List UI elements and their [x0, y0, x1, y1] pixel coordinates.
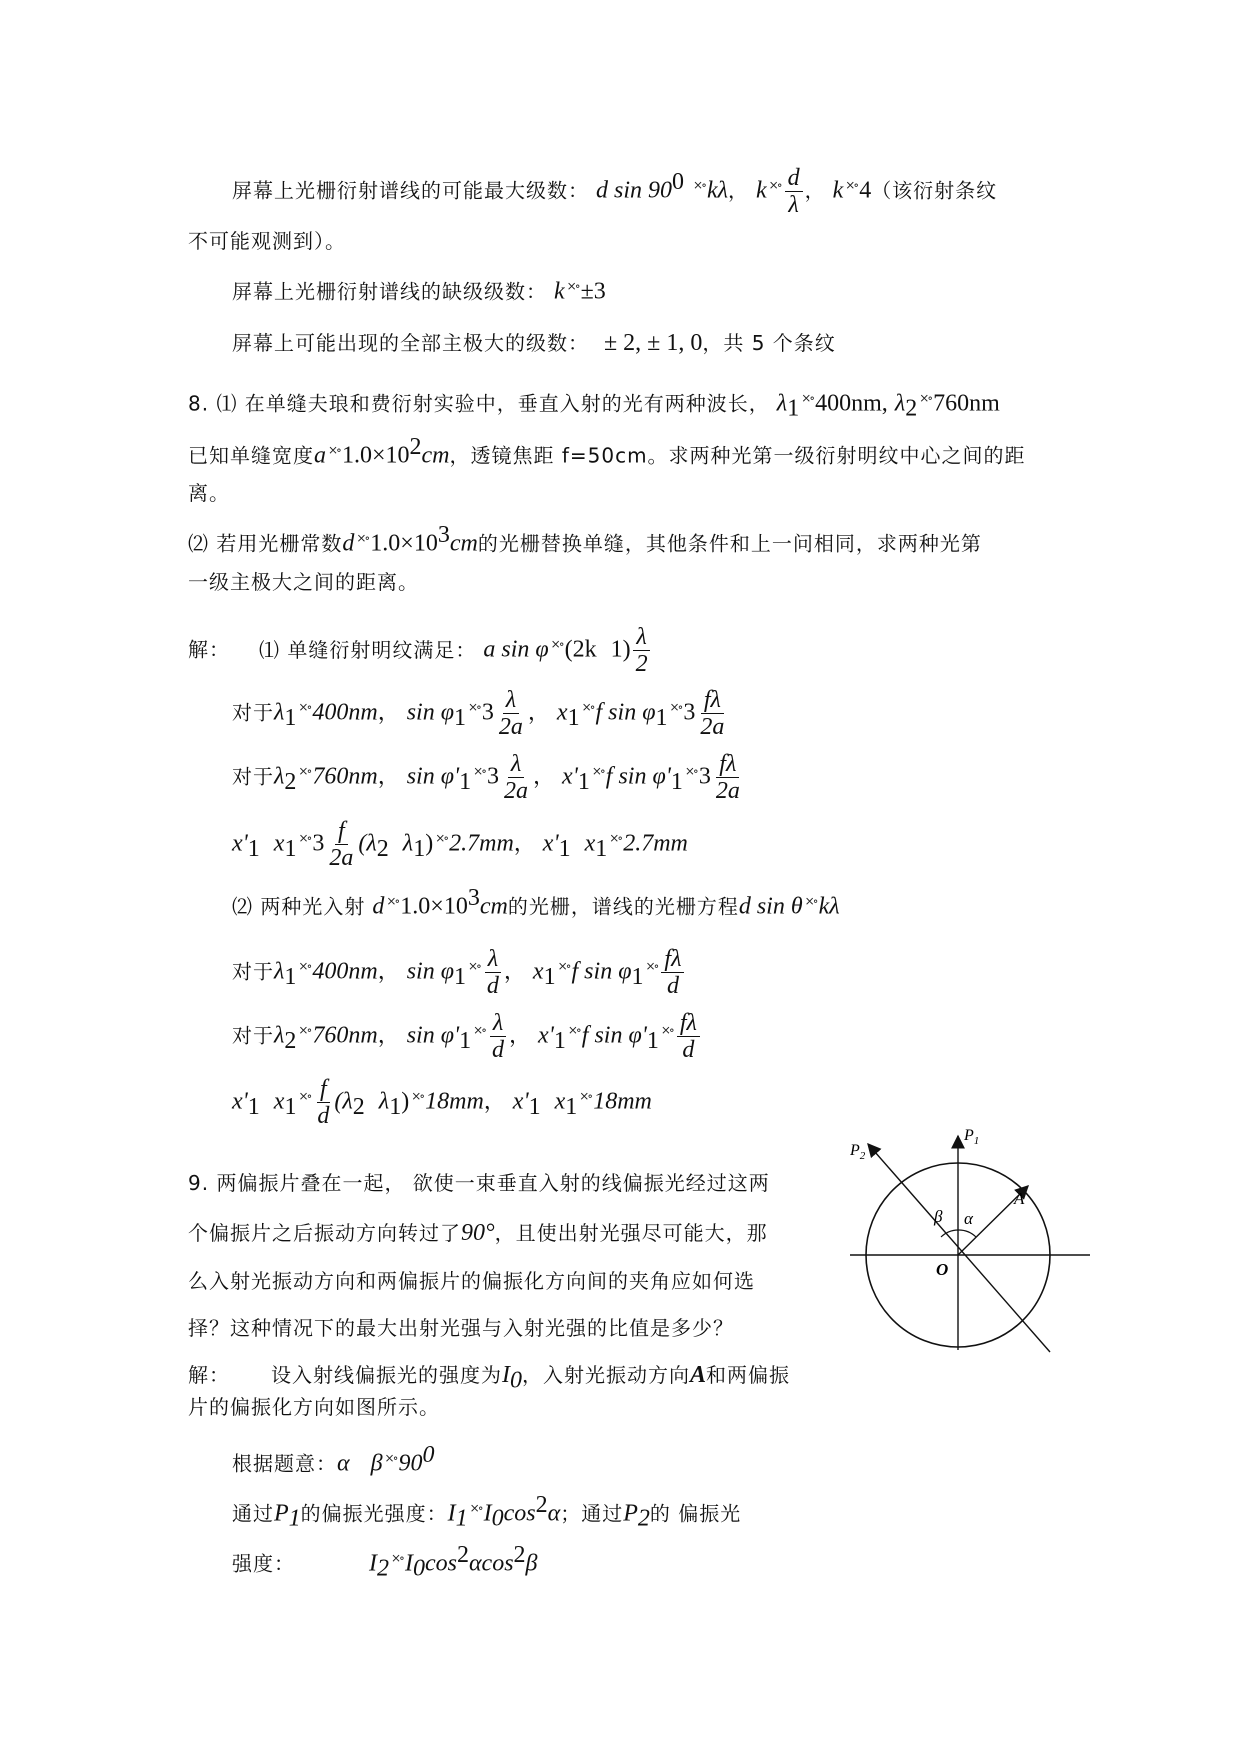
garbled-glyph: ×∘ [645, 959, 658, 974]
all-orders-text: 屏幕上可能出现的全部主极大的级数： [232, 331, 589, 355]
frac [489, 1010, 507, 1063]
q8-line5: 一级主极大之间的距离。 [188, 570, 419, 594]
sub: 1 [284, 835, 297, 862]
sub: 1 [787, 395, 800, 422]
garbled-glyph: ×∘ [557, 959, 570, 974]
garbled-glyph: ×∘ [566, 279, 579, 293]
x1: x [532, 958, 544, 985]
sub: 1 [459, 768, 472, 795]
d-val: 1.0×10 [400, 893, 468, 920]
missing-order-text: 屏幕上光栅衍射谱线的缺级级数： [232, 279, 547, 304]
frac-den: 2a [504, 778, 529, 804]
frac-den: d [492, 1037, 505, 1063]
label-alpha: α [964, 1209, 973, 1228]
lambda2-paren: (λ [334, 1088, 353, 1115]
sep: ， [728, 178, 749, 203]
q8-text2b: ，透镜焦距 f=50cm。求两种光第一级衍射明纹中心之间的距 [449, 443, 1026, 468]
garbled-glyph: ×∘ [467, 700, 480, 715]
I0: I [502, 1362, 510, 1388]
garbled-glyph: ×∘ [579, 1089, 592, 1104]
garbled-glyph: ×∘ [684, 764, 697, 779]
paren: ) [401, 1088, 410, 1115]
sol8-row3: $x'_1$ $x_1$ ×∘3 $\frac{f}{2a}$ ($\lambda_2$ $\lambda_1$) ×∘2.7mm， $x'_1$ $x_1$ ×∘2.7mm [232, 818, 688, 871]
solution-label: 解： [188, 637, 230, 662]
result: 2.7mm [449, 830, 514, 857]
sub: 1 [453, 963, 466, 990]
garbled-glyph: ×∘ [919, 391, 932, 405]
sup: 2 [456, 1542, 469, 1568]
q8-text2: 已知单缝宽度 [188, 443, 314, 468]
val: 400nm [312, 699, 378, 726]
sub: 2 [376, 835, 389, 862]
orders-tail: ，共 5 个条纹 [702, 331, 836, 355]
garbled-glyph: ×∘ [768, 178, 781, 193]
for-label: 对于 [232, 764, 274, 789]
sup: 2 [535, 1492, 548, 1518]
q9-s5a: 强度： [232, 1551, 295, 1576]
slit-a: a [314, 442, 326, 469]
three: 3 [481, 699, 494, 726]
for-label: 对于 [232, 700, 274, 725]
grating-d-exp: 3 [437, 522, 450, 548]
q9-text2a: 个偏振片之后振动方向转过了 [188, 1221, 461, 1245]
all-orders-line [232, 328, 836, 359]
d-exp: 3 [467, 885, 480, 911]
sub: 1 [595, 835, 608, 862]
alpha: α [468, 1550, 482, 1577]
cos: cos [481, 1550, 514, 1577]
frac-den: d [317, 1103, 330, 1129]
eq-k: k [756, 177, 767, 204]
garbled-glyph: ×∘ [298, 831, 311, 846]
I1: I [447, 1500, 456, 1527]
garbled-glyph: ×∘ [411, 1089, 424, 1104]
slit-a-unit: cm [421, 442, 450, 469]
cos: cos [503, 1500, 536, 1527]
I2: I [369, 1550, 377, 1577]
sol8-eq2: (2k [564, 636, 597, 663]
garbled-glyph: ×∘ [609, 831, 622, 846]
frac-den: d [682, 1037, 695, 1063]
I0: I [483, 1500, 492, 1527]
label-p1: $P_1$ [964, 1127, 980, 1147]
alpha-arc [958, 1230, 976, 1237]
sub: 2 [284, 1027, 297, 1054]
q8-line2 [188, 432, 1026, 471]
garbled-glyph: ×∘ [386, 894, 399, 908]
frac-num: λ [508, 751, 524, 778]
sub: 1 [577, 768, 590, 795]
x1p: x' [562, 763, 578, 790]
garbled-glyph: ×∘ [435, 831, 448, 846]
lambda2: λ [274, 763, 285, 790]
paren: ) [425, 830, 434, 857]
garbled-glyph: ×∘ [298, 1089, 311, 1104]
sol8-s2: ⑵ 两种光入射 [232, 894, 366, 919]
slit-a-exp: 2 [409, 434, 422, 460]
sub: 1 [413, 835, 426, 862]
sinphi: sin φ [406, 699, 454, 726]
lambda1: λ [274, 958, 285, 985]
sol8-row1: 对于$\lambda_1$ ×∘400nm， $\sin \varphi_1$ ×∘3 $\frac{\lambda}{2a}$ ， $x_1$ ×∘f $\sin \varphi_1$ ×∘3 $\frac{f\lambda}{2a}$ [232, 687, 729, 740]
frac-den: 2a [329, 845, 354, 871]
frac [326, 818, 356, 871]
x1: x [556, 699, 568, 726]
beta: β [525, 1550, 538, 1577]
garbled-glyph: ×∘ [660, 1023, 673, 1038]
frac [496, 687, 526, 740]
p2-axis-arrow [868, 1144, 1050, 1352]
sub: 1 [247, 835, 260, 862]
sub: 1 [459, 1027, 472, 1054]
frac-den: 2a [498, 714, 523, 740]
fsinphi: f sin φ' [581, 1022, 647, 1049]
frac-lambda-2 [633, 624, 651, 677]
x1: x [273, 1088, 285, 1115]
three: 3 [312, 830, 325, 857]
three: 3 [698, 763, 711, 790]
q8-text4: ⑵ 若用光栅常数 [188, 531, 343, 556]
cos: cos [424, 1550, 457, 1577]
grating-d-unit: cm [449, 530, 478, 557]
garbled-glyph: ×∘ [298, 1023, 311, 1038]
sub: 1 [284, 1093, 297, 1120]
garbled-glyph: ×∘ [550, 637, 563, 652]
lambda1-val: 400nm, [815, 390, 888, 417]
sub: 1 [553, 1027, 566, 1054]
sub: 1 [247, 1093, 260, 1120]
note: （该衍射条纹 [871, 178, 998, 203]
frac-num: f [335, 818, 348, 845]
val: 760nm [312, 1022, 378, 1049]
garbled-glyph: ×∘ [391, 1551, 403, 1565]
q9-s4b: 的偏振光强度： [300, 1501, 448, 1526]
x1p: x' [512, 1088, 529, 1115]
sub: 1 [646, 1027, 659, 1054]
x1: x [584, 830, 596, 857]
d-unit: cm [479, 893, 508, 920]
frac [314, 1076, 332, 1129]
q9-s4a: 通过 [232, 1501, 274, 1526]
sub: 1 [670, 768, 683, 795]
q9-s1b: ，入射光振动方向 [522, 1363, 690, 1387]
label-o: O [936, 1260, 949, 1279]
garbled-glyph: ×∘ [473, 764, 486, 779]
sub: 2 [377, 1555, 389, 1582]
sub: 1 [543, 963, 556, 990]
sep: ， [804, 178, 826, 203]
frac [661, 946, 684, 999]
sol8-s1: ⑴ 单缝衍射明纹满足： [259, 637, 477, 662]
q9-s4d: 的 偏振光 [649, 1501, 742, 1526]
grating-eq2: kλ [818, 893, 840, 920]
for-label: 对于 [232, 959, 274, 984]
result: 18mm [593, 1088, 652, 1115]
eq-k: k [554, 278, 565, 305]
frac-den: 2a [715, 778, 740, 804]
garbled-glyph: ×∘ [384, 1451, 397, 1465]
q9-s3a: 根据题意： [232, 1451, 337, 1476]
sub: 1 [284, 704, 297, 731]
result: 2.7mm [623, 830, 688, 857]
lambda2-paren: (λ [358, 830, 377, 857]
sub: 1 [389, 1093, 402, 1120]
alpha: α [547, 1500, 561, 1527]
max-order-line [232, 165, 997, 218]
x1p: x' [232, 830, 248, 857]
P1: P [274, 1500, 289, 1527]
sol8-eq: a sin φ [483, 636, 549, 663]
val: 760nm [312, 763, 378, 790]
garbled-glyph: ×∘ [467, 959, 480, 974]
alpha: α [337, 1450, 350, 1477]
sub: 1 [558, 835, 571, 862]
sub: 0 [412, 1555, 425, 1582]
result: 18mm [425, 1088, 484, 1115]
garbled-glyph: ×∘ [298, 764, 311, 779]
orders-list: ± 2, ± 1, 0 [604, 330, 703, 356]
label-p2: $P_2$ [850, 1142, 866, 1162]
fsinphi: f sin φ [595, 699, 656, 726]
x1: x [273, 830, 285, 857]
frac [713, 751, 743, 804]
polarizer-diagram [850, 1120, 1100, 1370]
val: 400nm [312, 958, 378, 985]
q9-text2b: ，且使出射光强尽可能大，那 [494, 1221, 768, 1245]
garbled-glyph: ×∘ [469, 1501, 482, 1515]
garbled-glyph: ×∘ [473, 1023, 486, 1038]
sub: 2 [905, 395, 918, 422]
sub: 2 [284, 768, 297, 795]
sub: 1 [288, 1505, 301, 1532]
garbled-glyph: ×∘ [356, 531, 369, 545]
sub: 0 [491, 1505, 504, 1532]
garbled-glyph: ×∘ [693, 178, 705, 193]
eq-dsin90: d sin 90 [596, 177, 673, 204]
q8-line3: 离。 [188, 481, 230, 505]
x1: x [554, 1088, 566, 1115]
note2: 不可能观测到）。 [188, 229, 346, 253]
sol8-row4: 对于$\lambda_1$ ×∘400nm， $\sin \varphi_1$ ×∘ $\frac{\lambda}{d}$ ， $x_1$ ×∘f $\sin \varphi_1$ ×∘ $\frac{f\lambda}{d}$ [232, 946, 686, 999]
sub: 1 [528, 1093, 541, 1120]
q9-line1: 9. 两偏振片叠在一起， 欲使一束垂直入射的线偏振光经过这两 [188, 1171, 770, 1195]
frac-den: 2a [700, 714, 725, 740]
garbled-glyph: ×∘ [804, 894, 817, 908]
q9-line2 [188, 1218, 768, 1249]
frac-den: d [666, 973, 679, 999]
eq-4: 4 [859, 177, 872, 204]
garbled-glyph: ×∘ [567, 1023, 580, 1038]
q9-line4: 择？这种情况下的最大出射光强与入射光强的比值是多少？ [188, 1316, 734, 1340]
sup: 0 [422, 1442, 435, 1468]
label-beta: β [934, 1207, 943, 1226]
sub: 1 [455, 1505, 468, 1532]
sol8-eq3: 1) [610, 636, 631, 663]
frac-num: λ [503, 687, 519, 714]
frac-den: λ [788, 192, 799, 218]
q9-s1a: 设入射线偏振光的强度为 [271, 1363, 502, 1387]
three: 3 [487, 763, 500, 790]
lambda1: λ [378, 1088, 390, 1115]
grating-d: d [342, 530, 355, 557]
sup: 2 [513, 1542, 526, 1568]
beta: β [370, 1450, 383, 1477]
q9-sol-line4 [232, 1490, 741, 1534]
solution-label: 解： [188, 1363, 230, 1387]
frac-num: fλ [701, 687, 724, 714]
frac-num: λ [485, 946, 501, 973]
sub: 1 [655, 704, 668, 731]
grating-eq: d sin θ [738, 893, 803, 920]
fsinphi: f sin φ' [605, 763, 671, 790]
sol8-part2 [232, 883, 840, 922]
sol8-row6: $x'_1$ $x_1$ ×∘ $\frac{f}{d}$ ($\lambda_2$ $\lambda_1$) ×∘18mm， $x'_1$ $x_1$ ×∘18mm [232, 1076, 652, 1129]
eq-klambda: kλ [706, 177, 728, 204]
frac-num: f [317, 1076, 330, 1103]
lambda1: λ [402, 830, 414, 857]
garbled-glyph: ×∘ [845, 178, 858, 193]
garbled-glyph: ×∘ [591, 764, 604, 779]
sub: 1 [453, 704, 466, 731]
sinphi: sin φ' [406, 763, 460, 790]
sinphi: sin φ [406, 958, 454, 985]
q8-line1 [188, 383, 1000, 424]
lambda1: λ [776, 390, 788, 417]
garbled-glyph: ×∘ [298, 959, 311, 974]
eq-dsin90-sup: 0 [672, 169, 685, 196]
frac-num: d [785, 165, 803, 192]
I0: I [404, 1550, 413, 1577]
x1p: x' [542, 830, 559, 857]
q8-line4 [188, 520, 982, 559]
q8-text4b: 的光栅替换单缝，其他条件和上一问相同，求两种光第 [477, 531, 982, 556]
sol8-row2: 对于$\lambda_2$ ×∘760nm， $\sin \varphi'_1$ ×∘3 $\frac{\lambda}{2a}$ ， $x'_1$ ×∘f $\sin \varphi'_1$ ×∘3 $\frac{f\lambda}{2a}$ [232, 751, 745, 804]
frac [677, 1010, 700, 1063]
A: A [690, 1362, 707, 1388]
q9-s1c: 和两偏振 [706, 1363, 791, 1387]
lambda2-val: 760nm [933, 390, 1000, 417]
garbled-glyph: ×∘ [669, 700, 682, 715]
grating-d: d [372, 893, 385, 920]
frac [697, 687, 727, 740]
sub: 1 [567, 704, 580, 731]
sinphi: sin φ' [406, 1022, 460, 1049]
P2: P [623, 1500, 638, 1527]
x1p: x' [232, 1088, 248, 1115]
sub: 2 [352, 1093, 365, 1120]
eq-pm3: ±3 [580, 278, 606, 305]
max-order-text: 屏幕上光栅衍射谱线的可能最大级数： [232, 178, 589, 203]
for-label: 对于 [232, 1023, 274, 1048]
q9-sol-line5 [232, 1540, 538, 1584]
frac-num: fλ [716, 751, 739, 778]
q9-sol-line2: 片的偏振化方向如图所示。 [188, 1395, 440, 1419]
q9-sol-line3 [232, 1440, 434, 1479]
sol8-s2b: 的光栅，谱线的光栅方程 [507, 894, 739, 919]
sub: 1 [631, 963, 644, 990]
garbled-glyph: ×∘ [298, 700, 311, 715]
frac-den: 2 [635, 651, 648, 677]
q8-text1: 8. ⑴ 在单缝夫琅和费衍射实验中，垂直入射的光有两种波长， [188, 391, 770, 416]
lambda2: λ [274, 1022, 285, 1049]
slit-a-val: 1.0×10 [341, 442, 410, 469]
garbled-glyph: ×∘ [801, 391, 814, 405]
sub: 1 [284, 963, 297, 990]
q9-sol-line1 [188, 1360, 790, 1395]
fsinphi: f sin φ [571, 958, 632, 985]
sub: 0 [510, 1367, 522, 1394]
eq-k2: k [832, 177, 844, 204]
frac-den: d [486, 973, 499, 999]
frac [484, 946, 502, 999]
frac [501, 751, 531, 804]
three: 3 [683, 699, 696, 726]
x1p: x' [538, 1022, 554, 1049]
garbled-glyph: ×∘ [328, 443, 340, 457]
sol8-row5: 对于$\lambda_2$ ×∘760nm， $\sin \varphi'_1$ ×∘ $\frac{\lambda}{d}$ ， $x'_1$ ×∘f $\sin \varphi'_1$ ×∘ $\frac{f\lambda}{d}$ [232, 1010, 702, 1063]
frac-d-lambda [785, 165, 803, 218]
frac-num: fλ [677, 1010, 700, 1037]
frac-num: λ [633, 624, 649, 651]
q9-line3: 么入射光振动方向和两偏振片的偏振化方向间的夹角应如何选 [188, 1269, 755, 1293]
lambda1: λ [274, 699, 285, 726]
ninety: 90 [398, 1450, 423, 1477]
label-a: A [1014, 1189, 1025, 1208]
frac-num: fλ [661, 946, 684, 973]
frac-num: λ [490, 1010, 506, 1037]
missing-order-line [232, 271, 606, 307]
sub: 1 [565, 1093, 578, 1120]
sol8-line1 [188, 624, 653, 677]
lambda2: λ [894, 390, 906, 417]
deg-90: 90° [461, 1220, 495, 1246]
q9-s4c: ；通过 [560, 1501, 624, 1526]
garbled-glyph: ×∘ [581, 700, 594, 715]
sub: 2 [637, 1505, 650, 1532]
grating-d-val: 1.0×10 [370, 530, 438, 557]
